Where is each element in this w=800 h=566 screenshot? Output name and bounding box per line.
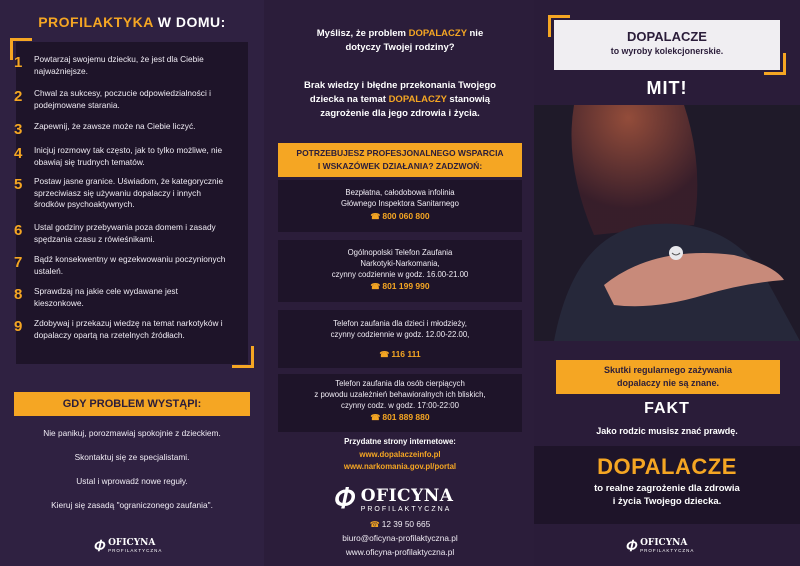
phone-number: 801 889 880 xyxy=(382,412,430,423)
tip-item xyxy=(14,286,228,309)
tip-text: Powtarzaj swojemu dziecku, że jest dla Ciebie najważniejsze. xyxy=(34,54,204,76)
text: Myślisz, że problem xyxy=(316,28,409,39)
hotline-card xyxy=(278,374,522,432)
logo-sub: PROFILAKTYCZNA xyxy=(360,505,452,513)
phone-icon: ☎ xyxy=(370,211,381,221)
tip-item xyxy=(14,222,228,245)
tip-number: 2 xyxy=(14,88,23,105)
question-1 xyxy=(266,27,534,55)
contact-email[interactable]: biuro@oficyna-profilaktyczna.pl xyxy=(342,533,458,543)
text: nie xyxy=(466,28,484,39)
problem-item: Kieruj się zasadą "ograniczonego zaufania". xyxy=(51,500,213,510)
tip-text: Chwal za sukcesy, poczucie odpowiedzialności i podejmowane starania. xyxy=(34,88,211,110)
tip-item xyxy=(14,145,228,168)
phone-icon: ☎ xyxy=(369,520,380,529)
hotline-line: Narkotyki-Narkomania, xyxy=(360,258,440,268)
danger-box xyxy=(534,446,800,524)
logo-icon: 𝛷 xyxy=(94,537,106,555)
question-2 xyxy=(266,79,534,121)
text: Brak wiedzy i błędne przekonania Twojego xyxy=(304,80,496,91)
tip-number: 4 xyxy=(14,145,23,162)
danger-subtitle xyxy=(534,482,800,508)
tip-item xyxy=(14,318,228,341)
help-line: I WSKAZÓWEK DZIAŁANIA? ZADZWOŃ: xyxy=(317,161,483,171)
logo-sub: PROFILAKTYCZNA xyxy=(640,548,695,553)
tip-item xyxy=(14,121,228,139)
fact-heading xyxy=(556,360,780,394)
highlight: DOPALACZY xyxy=(408,28,467,39)
phone-icon: ☎ xyxy=(379,349,390,359)
myth-box xyxy=(554,20,780,70)
tip-text: Postaw jasne granice. Uświadom, że kategorycznie sprzeciwiasz się używaniu dopalaczy i innych środków psychoaktywnych. xyxy=(34,176,224,209)
myth-label: MIT! xyxy=(646,78,688,98)
tip-text: Inicjuj rozmowy tak często, jak to tylko możliwe, nie obawiaj się trudnych tematów. xyxy=(34,145,223,167)
hotline-line: czynny codziennie w godz. 12.00-22.00, xyxy=(330,329,470,339)
hotline-card xyxy=(278,180,522,232)
contact-web[interactable]: www.oficyna-profilaktyczna.pl xyxy=(345,547,455,557)
logo-name: OFICYNA xyxy=(108,538,156,548)
help-heading xyxy=(278,143,522,177)
tip-number: 9 xyxy=(14,318,23,335)
fact-line: Skutki regularnego zażywania xyxy=(603,365,733,375)
danger-line: to realne zagrożenie dla zdrowia xyxy=(594,483,740,494)
phone-number: 801 199 990 xyxy=(382,281,430,292)
phone-icon: ☎ xyxy=(370,282,381,292)
corner-decoration xyxy=(548,15,570,37)
logo-icon: 𝛷 xyxy=(626,537,638,555)
title-rest: W DOMU: xyxy=(153,14,226,30)
text: dziecka na temat xyxy=(309,94,389,105)
problem-item: Skontaktuj się ze specjalistami. xyxy=(74,452,190,462)
fact-subtitle: Jako rodzic musisz znać prawdę. xyxy=(596,426,738,436)
danger-line: i życia Twojego dziecka. xyxy=(612,496,722,507)
hotline-line: z powodu uzależnień behawioralnych ich bliskich, xyxy=(314,389,486,399)
hotline-card xyxy=(278,240,522,302)
problem-heading: GDY PROBLEM WYSTĄPI: xyxy=(14,392,250,416)
left-title xyxy=(0,14,264,30)
danger-title: DOPALACZE xyxy=(597,454,737,479)
tip-item xyxy=(14,54,228,77)
contact-phone[interactable] xyxy=(266,519,534,529)
fact-label: FAKT xyxy=(644,400,690,417)
phone-number: 12 39 50 665 xyxy=(381,519,431,529)
tip-number: 6 xyxy=(14,222,23,239)
logo xyxy=(334,482,453,516)
text: zagrożenie dla jego zdrowia i życia. xyxy=(320,108,480,119)
tip-item xyxy=(14,254,228,277)
myth-title: DOPALACZE xyxy=(627,29,707,44)
web-link[interactable]: www.narkomania.gov.pl/portal xyxy=(343,462,457,471)
logo xyxy=(94,537,162,555)
logo-name: OFICYNA xyxy=(640,538,688,548)
tip-number: 1 xyxy=(14,54,23,71)
tip-text: Bądź konsekwentny w egzekwowaniu poczynionych ustaleń. xyxy=(34,254,226,276)
phone-number: 116 111 xyxy=(391,348,421,359)
fact-line: dopalaczy nie są znane. xyxy=(616,378,720,388)
text: stanowią xyxy=(446,94,491,105)
problem-item: Ustal i wprowadź nowe reguły. xyxy=(76,476,188,486)
hotline-phone[interactable] xyxy=(278,211,522,223)
hotline-phone[interactable] xyxy=(278,281,522,293)
left-panel xyxy=(0,0,264,566)
phone-icon: ☎ xyxy=(370,413,381,423)
tip-item xyxy=(14,88,228,111)
middle-panel xyxy=(266,0,534,566)
text: dotyczy Twojej rodziny? xyxy=(345,42,455,53)
hotline-line: Bezpłatna, całodobowa infolinia xyxy=(345,188,455,197)
hand-with-pill-photo xyxy=(534,105,800,341)
hotline-line: Głównego Inspektora Sanitarnego xyxy=(341,198,459,208)
highlight: DOPALACZY xyxy=(388,94,447,105)
right-panel xyxy=(534,0,800,566)
problem-item: Nie panikuj, porozmawiaj spokojnie z dzieckiem. xyxy=(43,428,221,438)
hotline-line: Ogólnopolski Telefon Zaufania xyxy=(347,248,453,257)
web-title: Przydatne strony internetowe: xyxy=(344,437,456,446)
hotline-card xyxy=(278,310,522,368)
help-line: POTRZEBUJESZ PROFESJONALNEGO WSPARCIA xyxy=(296,148,504,158)
tip-text: Sprawdzaj na jakie cele wydawane jest kieszonkowe. xyxy=(34,286,178,308)
logo-icon: 𝛷 xyxy=(334,482,355,515)
myth-subtitle: to wyroby kolekcjonerskie. xyxy=(610,46,724,56)
logo-sub: PROFILAKTYCZNA xyxy=(108,548,163,553)
tip-number: 7 xyxy=(14,254,23,271)
corner-decoration xyxy=(764,53,786,75)
corner-decoration xyxy=(232,346,254,368)
photo-illustration xyxy=(534,105,800,341)
tip-text: Zdobywaj i przekazuj wiedzę na temat narkotyków i dopalaczy opartą na rzetelnych źródłach. xyxy=(34,318,223,340)
phone-number: 800 060 800 xyxy=(382,210,430,221)
web-link[interactable]: www.dopalaczeinfo.pl xyxy=(359,450,441,459)
tip-number: 3 xyxy=(14,121,23,138)
tip-item xyxy=(14,176,228,211)
logo xyxy=(626,537,694,555)
hotline-line: czynny codziennie w godz. 16.00-21.00 xyxy=(331,269,469,279)
title-highlight: PROFILAKTYKA xyxy=(38,14,154,30)
tip-number: 8 xyxy=(14,286,23,303)
logo-name: OFICYNA xyxy=(360,485,454,506)
hotline-phone[interactable] xyxy=(278,349,522,361)
hotline-line: czynny codz. w godz. 17:00-22:00 xyxy=(341,400,459,410)
hotline-phone[interactable] xyxy=(278,412,522,424)
hotline-line: Telefon zaufania dla osób cierpiących xyxy=(335,379,465,388)
hotline-line: Telefon zaufania dla dzieci i młodzieży, xyxy=(333,319,467,328)
tip-text: Zapewnij, że zawsze może na Ciebie liczyć. xyxy=(34,121,196,131)
tip-number: 5 xyxy=(14,176,23,193)
tip-text: Ustal godziny przebywania poza domem i zasady spędzania czasu z rówieśnikami. xyxy=(34,222,216,244)
